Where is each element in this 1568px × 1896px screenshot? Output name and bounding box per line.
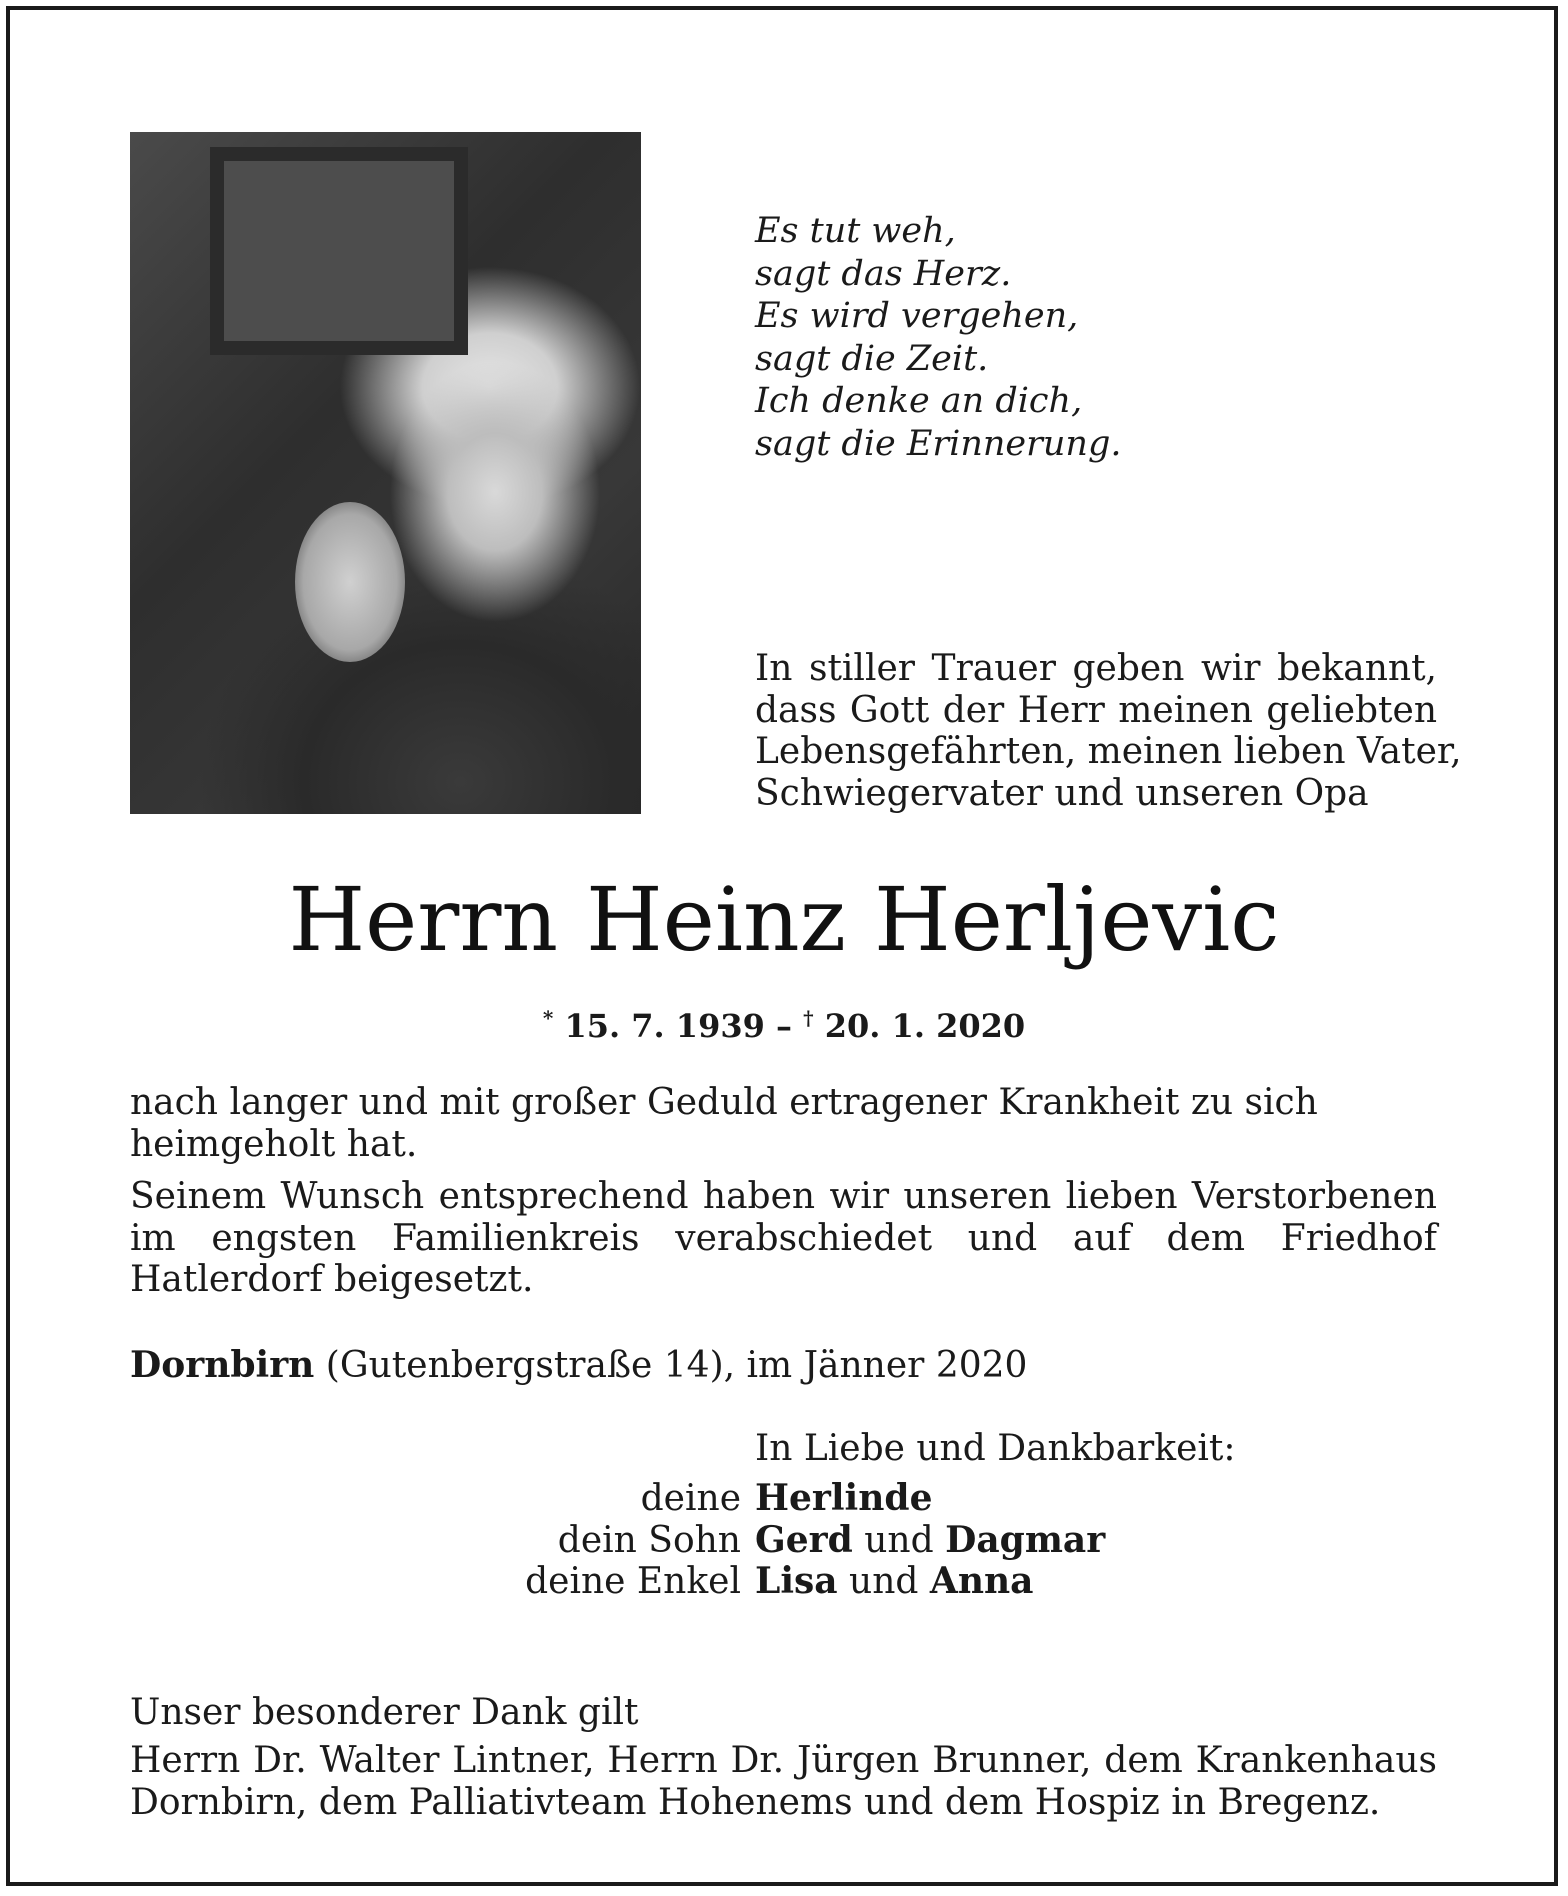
- family-name: Herlinde: [755, 1477, 933, 1519]
- poem-line: Ich denke an dich,: [755, 381, 1083, 421]
- intro-line: dass Gott der Herr meinen geliebten: [755, 689, 1437, 731]
- family-conjunction: und: [852, 1519, 946, 1561]
- family-names: [755, 1561, 1034, 1603]
- family-name: Anna: [929, 1560, 1034, 1602]
- life-dates: [0, 998, 1568, 1046]
- poem-line: Es wird vergehen,: [755, 296, 1079, 336]
- intro-line: Schwiegervater und unseren Opa: [755, 772, 1369, 814]
- family-relation: deine Enkel: [525, 1561, 741, 1602]
- family-conjunction: und: [837, 1561, 930, 1602]
- body-paragraph-2: Seinem Wunsch entsprechend haben wir unseren lieben Verstorbenen im engsten Familienkreis verabschiedet und auf dem Friedhof Hatlerdorf beigesetzt.: [130, 1176, 1437, 1300]
- deceased-name: Herrn Heinz Herljevic: [288, 868, 1280, 971]
- family-signatures: [0, 1478, 1568, 1603]
- poem-line: sagt die Erinnerung.: [755, 423, 1122, 464]
- photo-hand-shape: [295, 502, 405, 662]
- intro-text: [755, 648, 1462, 814]
- family-names: [755, 1478, 933, 1520]
- family-name: Dagmar: [945, 1518, 1106, 1561]
- place-rest: (Gutenbergstraße 14), im Jänner 2020: [314, 1345, 1028, 1386]
- photo-background-picture: [210, 147, 468, 355]
- birth-date: 15. 7. 1939: [564, 1007, 765, 1045]
- thanks-line: Dornbirn, dem Palliativteam Hohenems und dem Hospiz in Bregenz.: [130, 1781, 1381, 1823]
- family-name: Gerd: [755, 1518, 853, 1561]
- portrait-photo: [130, 132, 641, 814]
- love-line: In Liebe und Dankbarkeit:: [755, 1428, 1236, 1469]
- death-symbol: †: [803, 1006, 814, 1030]
- poem-line: Es tut weh,: [755, 211, 956, 251]
- intro-line: Lebensgefährten, meinen lieben Vater,: [755, 731, 1462, 772]
- family-relation: dein Sohn: [557, 1519, 741, 1561]
- death-date: 20. 1. 2020: [824, 1007, 1026, 1045]
- date-separator: –: [776, 1007, 792, 1045]
- poem-line: sagt das Herz.: [755, 253, 1012, 294]
- family-row: [0, 1478, 1568, 1520]
- thanks-title: Unser besonderer Dank gilt: [130, 1692, 639, 1733]
- family-row: [0, 1520, 1568, 1562]
- place-date-line: [130, 1345, 1027, 1387]
- poem: [755, 210, 1121, 465]
- birth-symbol: *: [542, 1006, 554, 1030]
- thanks-body: [130, 1740, 1437, 1823]
- thanks-line: Herrn Dr. Walter Lintner, Herrn Dr. Jürgen Brunner, dem Krankenhaus: [130, 1740, 1437, 1781]
- place-city: Dornbirn: [130, 1344, 315, 1386]
- family-row: [0, 1561, 1568, 1603]
- family-names: [755, 1520, 1105, 1562]
- poem-line: sagt die Zeit.: [755, 338, 989, 379]
- body-paragraph-1: nach langer und mit großer Geduld ertragener Krankheit zu sich heimgeholt hat.: [130, 1082, 1318, 1165]
- family-name: Lisa: [755, 1560, 838, 1602]
- family-relation: deine: [640, 1478, 741, 1519]
- intro-line: In stiller Trauer geben wir bekannt,: [755, 648, 1437, 689]
